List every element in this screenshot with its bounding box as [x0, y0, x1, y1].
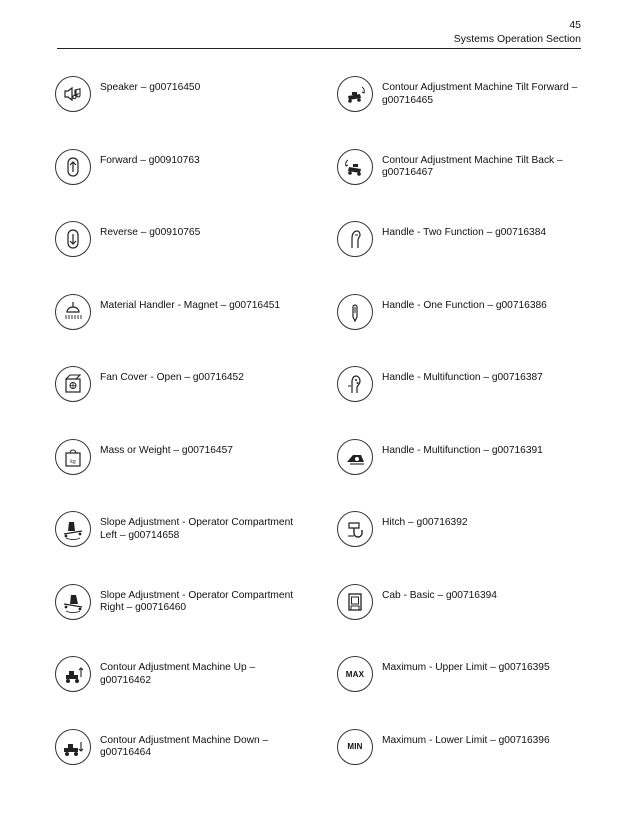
symbol-entry [337, 60, 597, 133]
weight-icon [55, 439, 91, 475]
max-badge-text: MAX [345, 669, 365, 679]
symbol-entry [55, 60, 315, 133]
hitch-icon [337, 511, 373, 547]
symbol-label: Mass or Weight – g00716457 [100, 444, 233, 456]
speaker-icon [55, 76, 91, 112]
symbol-entry [337, 495, 597, 568]
cab-icon [337, 584, 373, 620]
min-badge-text: MIN [347, 742, 363, 751]
header-rule [57, 48, 581, 49]
min-icon [337, 729, 373, 765]
symbol-entry [55, 423, 315, 496]
symbol-entry [55, 133, 315, 206]
symbol-entry [55, 568, 315, 641]
symbol-label: Handle - Multifunction – g00716387 [382, 372, 543, 383]
symbol-entry [337, 350, 597, 423]
symbol-label: Hitch – g00716392 [382, 517, 468, 528]
max-icon [337, 656, 373, 692]
symbol-label: Speaker – g00716450 [100, 82, 201, 93]
symbol-entry [337, 423, 597, 496]
symbol-entry [55, 713, 315, 786]
handle-multifunction-2-icon [337, 439, 373, 475]
symbol-entry [55, 640, 315, 713]
machine-up-icon [55, 656, 91, 692]
reverse-icon [55, 221, 91, 257]
symbol-label: Cab - Basic – g00716394 [382, 589, 497, 601]
symbol-label: Slope Adjustment - Operator Compartment Left – g00714658 [100, 517, 294, 541]
symbol-label: Contour Adjustment Machine Up – g00716462 [100, 662, 256, 686]
symbol-label: Contour Adjustment Machine Down – g00716464 [100, 734, 269, 758]
symbol-entry [55, 278, 315, 351]
symbol-entry [337, 133, 597, 206]
handle-multifunction-icon [337, 366, 373, 402]
symbol-label: Fan Cover - Open – g00716452 [100, 372, 244, 383]
symbol-entry [337, 713, 597, 786]
page-header [454, 18, 581, 46]
slope-right-icon [55, 584, 91, 620]
slope-left-icon [55, 511, 91, 547]
section-title: Systems Operation Section [453, 33, 581, 45]
forward-icon [55, 149, 91, 185]
symbol-entry [55, 350, 315, 423]
symbol-label: Contour Adjustment Machine Tilt Back – g00716467 [382, 154, 563, 178]
symbol-label: Handle - Two Function – g00716384 [382, 227, 547, 238]
page-number: 45 [569, 19, 581, 31]
symbol-label: Contour Adjustment Machine Tilt Forward – g00716465 [382, 82, 578, 106]
symbol-label: Forward – g00910763 [100, 154, 200, 166]
symbol-entry [337, 278, 597, 351]
left-column [55, 60, 315, 785]
tilt-forward-icon [337, 76, 373, 112]
symbol-entry [55, 495, 315, 568]
symbol-label: Slope Adjustment - Operator Compartment Right – g00716460 [100, 589, 294, 613]
symbol-label: Handle - Multifunction – g00716391 [382, 444, 543, 456]
symbol-label: Maximum - Upper Limit – g00716395 [382, 662, 550, 673]
symbol-label: Reverse – g00910765 [100, 227, 201, 238]
fan-cover-icon [55, 366, 91, 402]
symbol-label: Maximum - Lower Limit – g00716396 [382, 734, 550, 746]
machine-down-icon [55, 729, 91, 765]
magnet-icon [55, 294, 91, 330]
symbol-entry [337, 568, 597, 641]
symbol-entry [337, 205, 597, 278]
right-column [337, 60, 597, 785]
symbol-label: Handle - One Function – g00716386 [382, 299, 547, 311]
tilt-back-icon [337, 149, 373, 185]
symbol-label: Material Handler - Magnet – g00716451 [100, 299, 281, 311]
handle-two-function-icon [337, 221, 373, 257]
symbol-entry [55, 205, 315, 278]
handle-one-function-icon [337, 294, 373, 330]
symbol-entry [337, 640, 597, 713]
svg-text:kg: kg [70, 458, 76, 465]
